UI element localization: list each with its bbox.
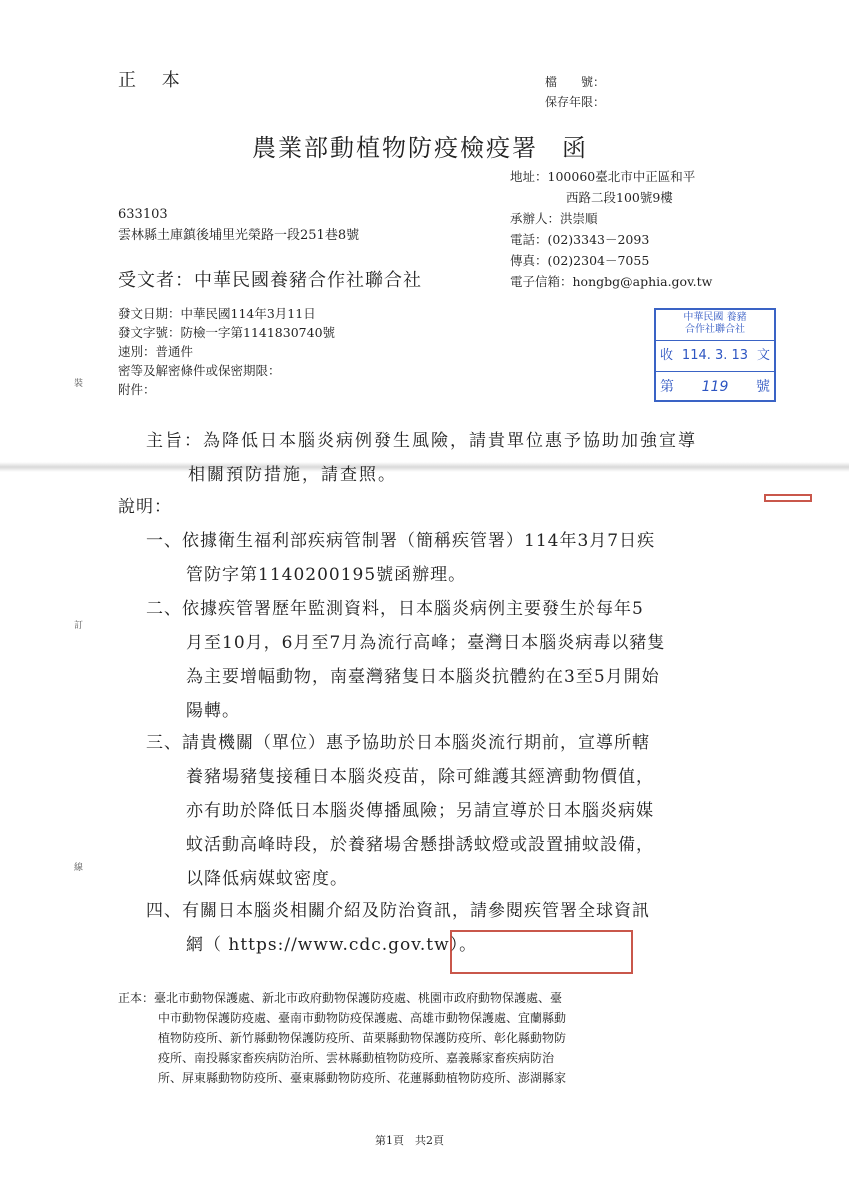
stamp-doc-char: 文 (756, 348, 770, 363)
stamp-recv-char: 收 (660, 348, 674, 363)
explanation-item (146, 524, 655, 592)
retention-label: 保存年限： (545, 95, 606, 109)
meta-block (118, 304, 335, 399)
binding-mark-bottom: 線 (74, 863, 84, 873)
received-stamp (654, 308, 776, 402)
explanation-item (146, 592, 665, 728)
item-line: 網（ https://www.cdc.gov.tw）。 (186, 935, 478, 955)
secret-level: 密等及解密條件或保密期限： (118, 363, 281, 378)
stamp-org-c: 合作社聯合社 (685, 324, 745, 335)
address-line2: 西路二段100號9樓 (566, 190, 673, 205)
copy-type: 正 本 (118, 70, 190, 91)
item-marker: 四、 (146, 901, 182, 921)
item-line: 依據疾管署歷年監測資料，日本腦炎病例主要發生於每年5 (182, 599, 644, 619)
fax: 傳真：(02)2304－7055 (510, 253, 650, 268)
stamp-no-suffix: 號 (755, 379, 770, 395)
item-line: 陽轉。 (186, 701, 240, 721)
file-number-label: 檔 號： (545, 75, 606, 89)
page-footer: 第1頁 共2頁 (375, 1134, 444, 1147)
subject-label: 主旨： (146, 431, 203, 451)
binding-mark-mid: 訂 (74, 621, 84, 631)
stamp-org (656, 310, 774, 341)
item-line: 為主要增幅動物，南臺灣豬隻日本腦炎抗體約在3至5月開始 (186, 667, 660, 687)
item-line: 以降低病媒蚊密度。 (186, 869, 348, 889)
copy-recipients (118, 988, 566, 1088)
item-marker: 二、 (146, 599, 182, 619)
issue-number: 發文字號：防檢一字第1141830740號 (118, 325, 336, 340)
agency-seal-mark (764, 494, 812, 502)
cc-label: 正本： (118, 991, 155, 1005)
stamp-no-prefix: 第 (660, 379, 674, 395)
issue-date: 發文日期：中華民國114年3月11日 (118, 306, 316, 321)
item-line: 亦有助於降低日本腦炎傳播風險；另請宣導於日本腦炎病媒 (186, 801, 654, 821)
cc-line: 疫所、南投縣家畜疾病防治所、雲林縣動植物防疫所、嘉義縣家畜疾病防治 (158, 1051, 555, 1065)
subject (146, 424, 697, 492)
binding-mark-top: 裝 (74, 379, 84, 389)
stamp-date-row (656, 341, 774, 372)
item-line: 請貴機關（單位）惠予協助於日本腦炎流行期前，宣導所轄 (182, 733, 650, 753)
item-marker: 三、 (146, 733, 182, 753)
street-address: 雲林縣土庫鎮後埔里光榮路一段251巷8號 (118, 228, 360, 243)
subject-line1: 為降低日本腦炎病例發生風險，請貴單位惠予協助加強宣導 (203, 431, 697, 451)
stamp-no-value: 119 (701, 379, 729, 395)
recipient: 受文者：中華民國養豬合作社聯合社 (118, 270, 422, 291)
item-line: 管防字第1140200195號函辦理。 (186, 565, 467, 585)
agency-name: 農業部動植物防疫檢疫署 (252, 134, 538, 162)
email: 電子信箱：hongbg@aphia.gov.tw (510, 274, 713, 289)
speed: 速別：普通件 (118, 344, 194, 359)
contact-block (510, 166, 712, 292)
stamp-org-b: 養豬 (726, 312, 747, 323)
recipient-address (118, 204, 359, 246)
item-line: 依據衛生福利部疾病管制署（簡稱疾管署）114年3月7日疾 (182, 531, 656, 551)
item-line: 養豬場豬隻接種日本腦炎疫苗，除可維護其經濟動物價值， (186, 767, 654, 787)
item-line: 有關日本腦炎相關介紹及防治資訊，請參閱疾管署全球資訊 (182, 901, 650, 921)
phone: 電話：(02)3343－2093 (510, 232, 650, 247)
subject-line2: 相關預防措施，請查照。 (188, 465, 397, 485)
handler: 承辦人：洪崇順 (510, 211, 598, 226)
postcode: 633103 (118, 207, 168, 222)
address-label: 地址： (510, 169, 548, 184)
stamp-number-row (656, 372, 774, 402)
cc-line: 植物防疫所、新竹縣動物保護防疫所、苗栗縣動物保護防疫所、彰化縣動物防 (158, 1031, 567, 1045)
item-line: 蚊活動高峰時段，於養豬場舍懸掛誘蚊燈或設置捕蚊設備， (186, 835, 654, 855)
item-marker: 一、 (146, 531, 182, 551)
cc-line: 中市動物保護防疫處、臺南市動物防疫保護處、高雄市動物保護處、宜蘭縣動 (158, 1011, 567, 1025)
cc-line: 臺北市動物保護處、新北市政府動物保護防疫處、桃園市政府動物保護處、臺 (154, 991, 563, 1005)
stamp-org-a: 中華民國 (683, 312, 724, 323)
cc-line: 所、屏東縣動物防疫所、臺東縣動物防疫所、花蓮縣動植物防疫所、澎湖縣家 (158, 1071, 567, 1085)
doc-kind: 函 (562, 134, 588, 162)
address-line1: 100060臺北市中正區和平 (547, 169, 696, 184)
stamp-date: 114. 3. 13 (681, 348, 749, 363)
agency-seal-mark-2 (450, 930, 633, 974)
page-title (252, 128, 588, 163)
attachment: 附件： (118, 382, 156, 397)
explanation-item (146, 726, 654, 896)
explanation-label: 說明： (118, 497, 172, 517)
item-line: 月至10月，6月至7月為流行高峰；臺灣日本腦炎病毒以豬隻 (186, 633, 666, 653)
